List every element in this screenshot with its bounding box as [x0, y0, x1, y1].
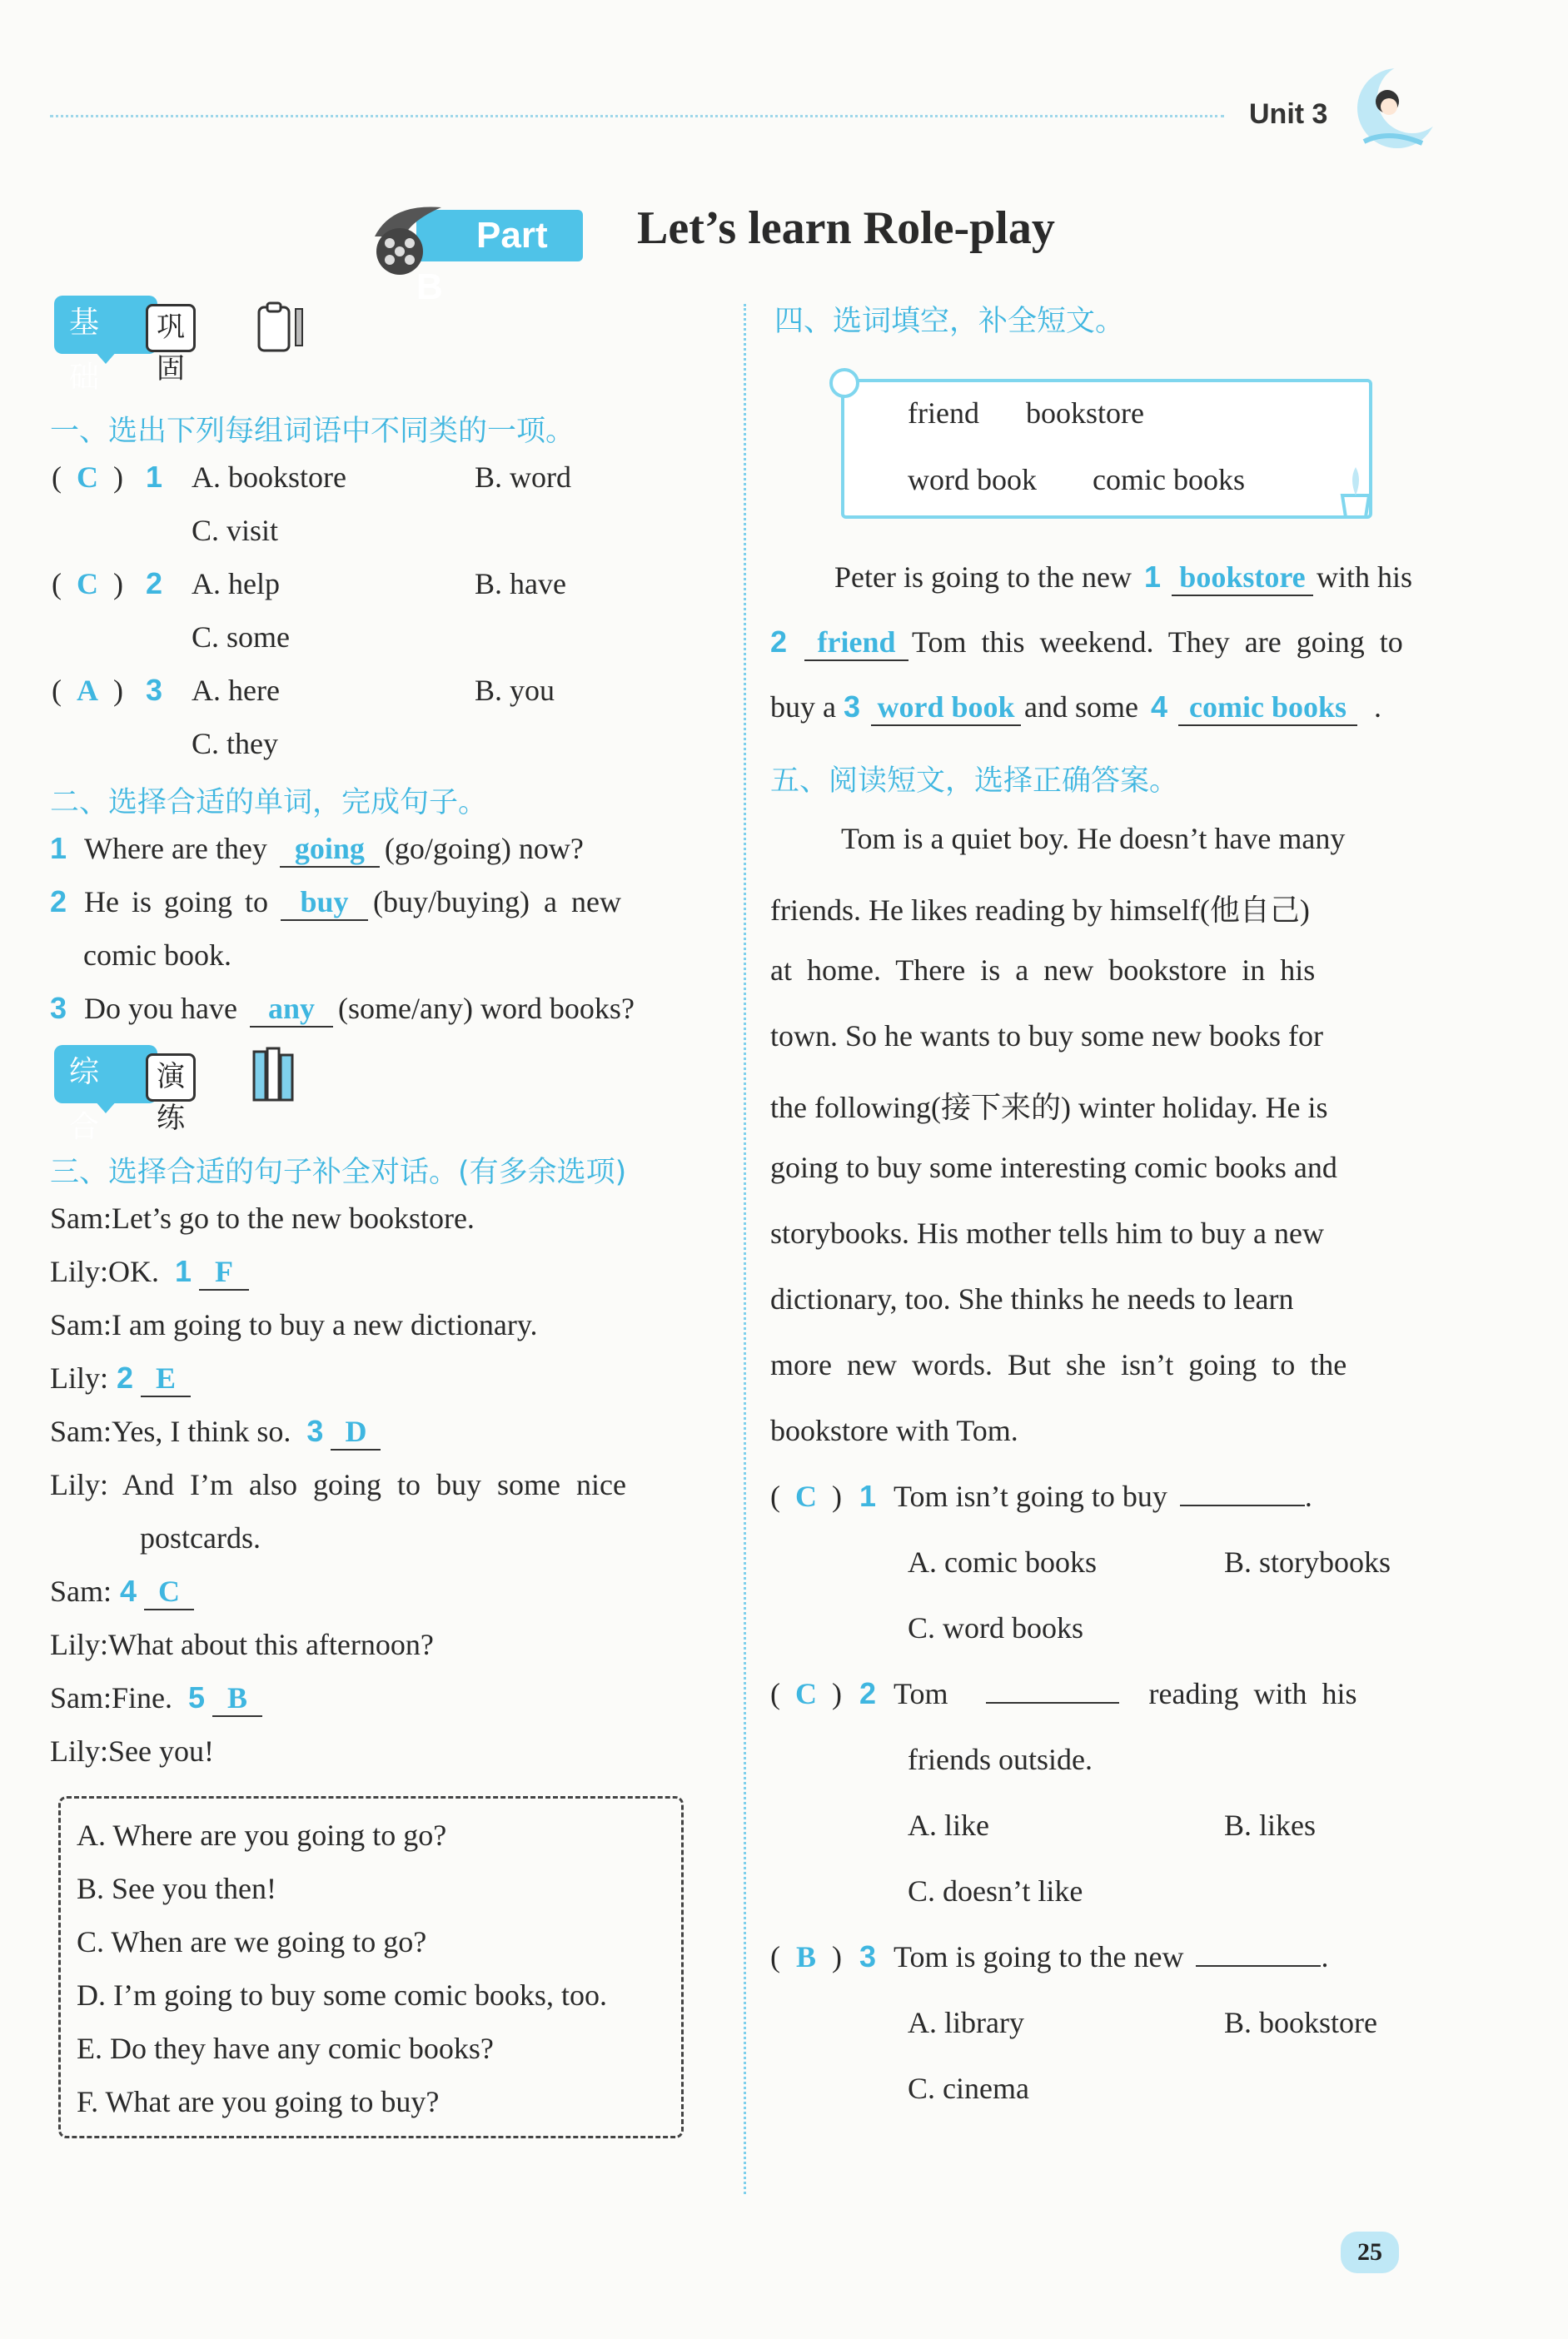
s5-q3-b: B. bookstore: [1224, 2006, 1377, 2039]
s2-q2: 2 He is going to buy (buy/buying) a new: [50, 884, 721, 921]
s5-q3: ( B ) 3 Tom is going to the new .: [770, 1939, 1329, 1973]
passage-line-6: going to buy some interesting comic books and: [770, 1151, 1337, 1184]
s5-q1-a: A. comic books: [908, 1545, 1097, 1579]
plant-pot-icon: [1331, 462, 1381, 520]
word-friend: friend: [908, 396, 979, 430]
s1-q2-a: A. help: [192, 567, 280, 600]
moon-girl-icon: [1339, 50, 1447, 158]
s5-q3-c: C. cinema: [908, 2072, 1029, 2105]
s1-q3-c: C. they: [192, 727, 278, 760]
s5-q1-c: C. word books: [908, 1611, 1084, 1645]
s4-line3: buy a 3 word book and some 4 comic books .: [770, 689, 1381, 726]
section5-heading: 五、阅读短文，选择正确答案。: [770, 764, 1179, 798]
part-label: Part B: [416, 210, 583, 261]
s5-q3-a: A. library: [908, 2006, 1024, 2039]
s5-q2-c: C. doesn’t like: [908, 1874, 1083, 1908]
badge-basic-a: 基础: [54, 296, 157, 354]
badge-comp-a: 综合: [54, 1045, 157, 1103]
option-f: F. What are you going to buy?: [77, 2085, 440, 2118]
s1-q1: ( C ) 1: [52, 460, 163, 494]
s5-q2: ( C ) 2 Tom reading with his: [770, 1676, 1357, 1710]
option-a: A. Where are you going to go?: [77, 1819, 447, 1852]
passage-line-9: more new words. But she isn’t going to the: [770, 1348, 1347, 1381]
option-d: D. I’m going to buy some comic books, too.: [77, 1978, 607, 2012]
s1-q2-b: B. have: [475, 567, 566, 600]
passage-line-4: town. So he wants to buy some new books for: [770, 1019, 1323, 1053]
dialog-line-9: Lily:What about this afternoon?: [50, 1628, 434, 1661]
s5-q2-a: A. like: [908, 1809, 989, 1842]
dialog-line-11: Lily:See you!: [50, 1734, 214, 1768]
s1-q2-c: C. some: [192, 620, 291, 654]
passage-line-1: Tom is a quiet boy. He doesn’t have many: [841, 822, 1346, 855]
s1-q1-b: B. word: [475, 460, 571, 494]
s2-q2-cont: comic book.: [83, 938, 231, 972]
film-reel-icon: [366, 203, 441, 278]
s1-q2: ( C ) 2: [52, 566, 163, 600]
clipboard-pencil-icon: [254, 301, 312, 354]
s5-q2-cont: friends outside.: [908, 1743, 1093, 1776]
s1-q1-a: A. bookstore: [192, 460, 346, 494]
section3-heading: 三、选择合适的句子补全对话。(有多余选项): [50, 1156, 627, 1189]
s1-q1-c: C. visit: [192, 514, 279, 547]
section1-heading: 一、选出下列每组词语中不同类的一项。: [50, 415, 575, 448]
dialog-line-4: Lily: 2 E: [50, 1361, 191, 1397]
s1-q3-b: B. you: [475, 674, 555, 707]
page-number: 25: [1341, 2232, 1399, 2273]
s1-q3: ( A ) 3: [52, 673, 163, 707]
option-c: C. When are we going to go?: [77, 1925, 427, 1958]
s5-q2-b: B. likes: [1224, 1809, 1317, 1842]
badge-comp-b: 演练: [146, 1053, 196, 1102]
dialog-line-3: Sam:I am going to buy a new dictionary.: [50, 1308, 538, 1341]
passage-line-8: dictionary, too. She thinks he needs to learn: [770, 1282, 1294, 1316]
s2-q3: 3 Do you have any (some/any) word books?: [50, 991, 635, 1028]
s5-q1-b: B. storybooks: [1224, 1545, 1391, 1579]
option-b: B. See you then!: [77, 1872, 276, 1905]
s1-q3-a: A. here: [192, 674, 280, 707]
passage-line-2: friends. He likes reading by himself(他自己): [770, 893, 1310, 927]
section4-heading: 四、选词填空，补全短文。: [774, 305, 1125, 338]
s2-q1: 1 Where are they going (go/going) now?: [50, 831, 584, 868]
option-e: E. Do they have any comic books?: [77, 2032, 494, 2065]
s4-line2: 2 friend Tom this weekend. They are going to: [770, 625, 1446, 661]
s4-line1: Peter is going to the new 1 bookstore with his: [834, 560, 1412, 596]
dialog-line-6: Lily: And I’m also going to buy some nice: [50, 1468, 626, 1501]
dialog-line-7: postcards.: [140, 1521, 261, 1555]
dialog-line-10: Sam:Fine. 5 B: [50, 1680, 262, 1717]
s5-q1: ( C ) 1 Tom isn’t going to buy .: [770, 1479, 1312, 1513]
passage-line-5: the following(接下来的) winter holiday. He is: [770, 1091, 1328, 1124]
books-icon: [251, 1045, 309, 1103]
dialog-line-5: Sam:Yes, I think so. 3 D: [50, 1414, 381, 1451]
unit-label: Unit 3: [1249, 98, 1328, 130]
section2-heading: 二、选择合适的单词，完成句子。: [50, 786, 488, 819]
dialog-line-8: Sam: 4 C: [50, 1574, 194, 1610]
page-title: Let’s learn Role-play: [637, 202, 1055, 254]
dialog-line-1: Sam:Let’s go to the new bookstore.: [50, 1202, 475, 1235]
dialog-line-2: Lily:OK. 1 F: [50, 1254, 249, 1291]
passage-line-7: storybooks. His mother tells him to buy a new: [770, 1217, 1324, 1250]
header-divider: [50, 115, 1224, 117]
word-comic-books: comic books: [1093, 463, 1245, 496]
word-word-book: word book: [908, 463, 1037, 496]
column-divider: [744, 304, 746, 2194]
flower-icon: [826, 365, 863, 401]
passage-line-3: at home. There is a new bookstore in his: [770, 953, 1316, 987]
passage-line-10: bookstore with Tom.: [770, 1414, 1018, 1447]
word-bookstore: bookstore: [1026, 396, 1144, 430]
badge-basic-b: 巩固: [146, 304, 196, 352]
